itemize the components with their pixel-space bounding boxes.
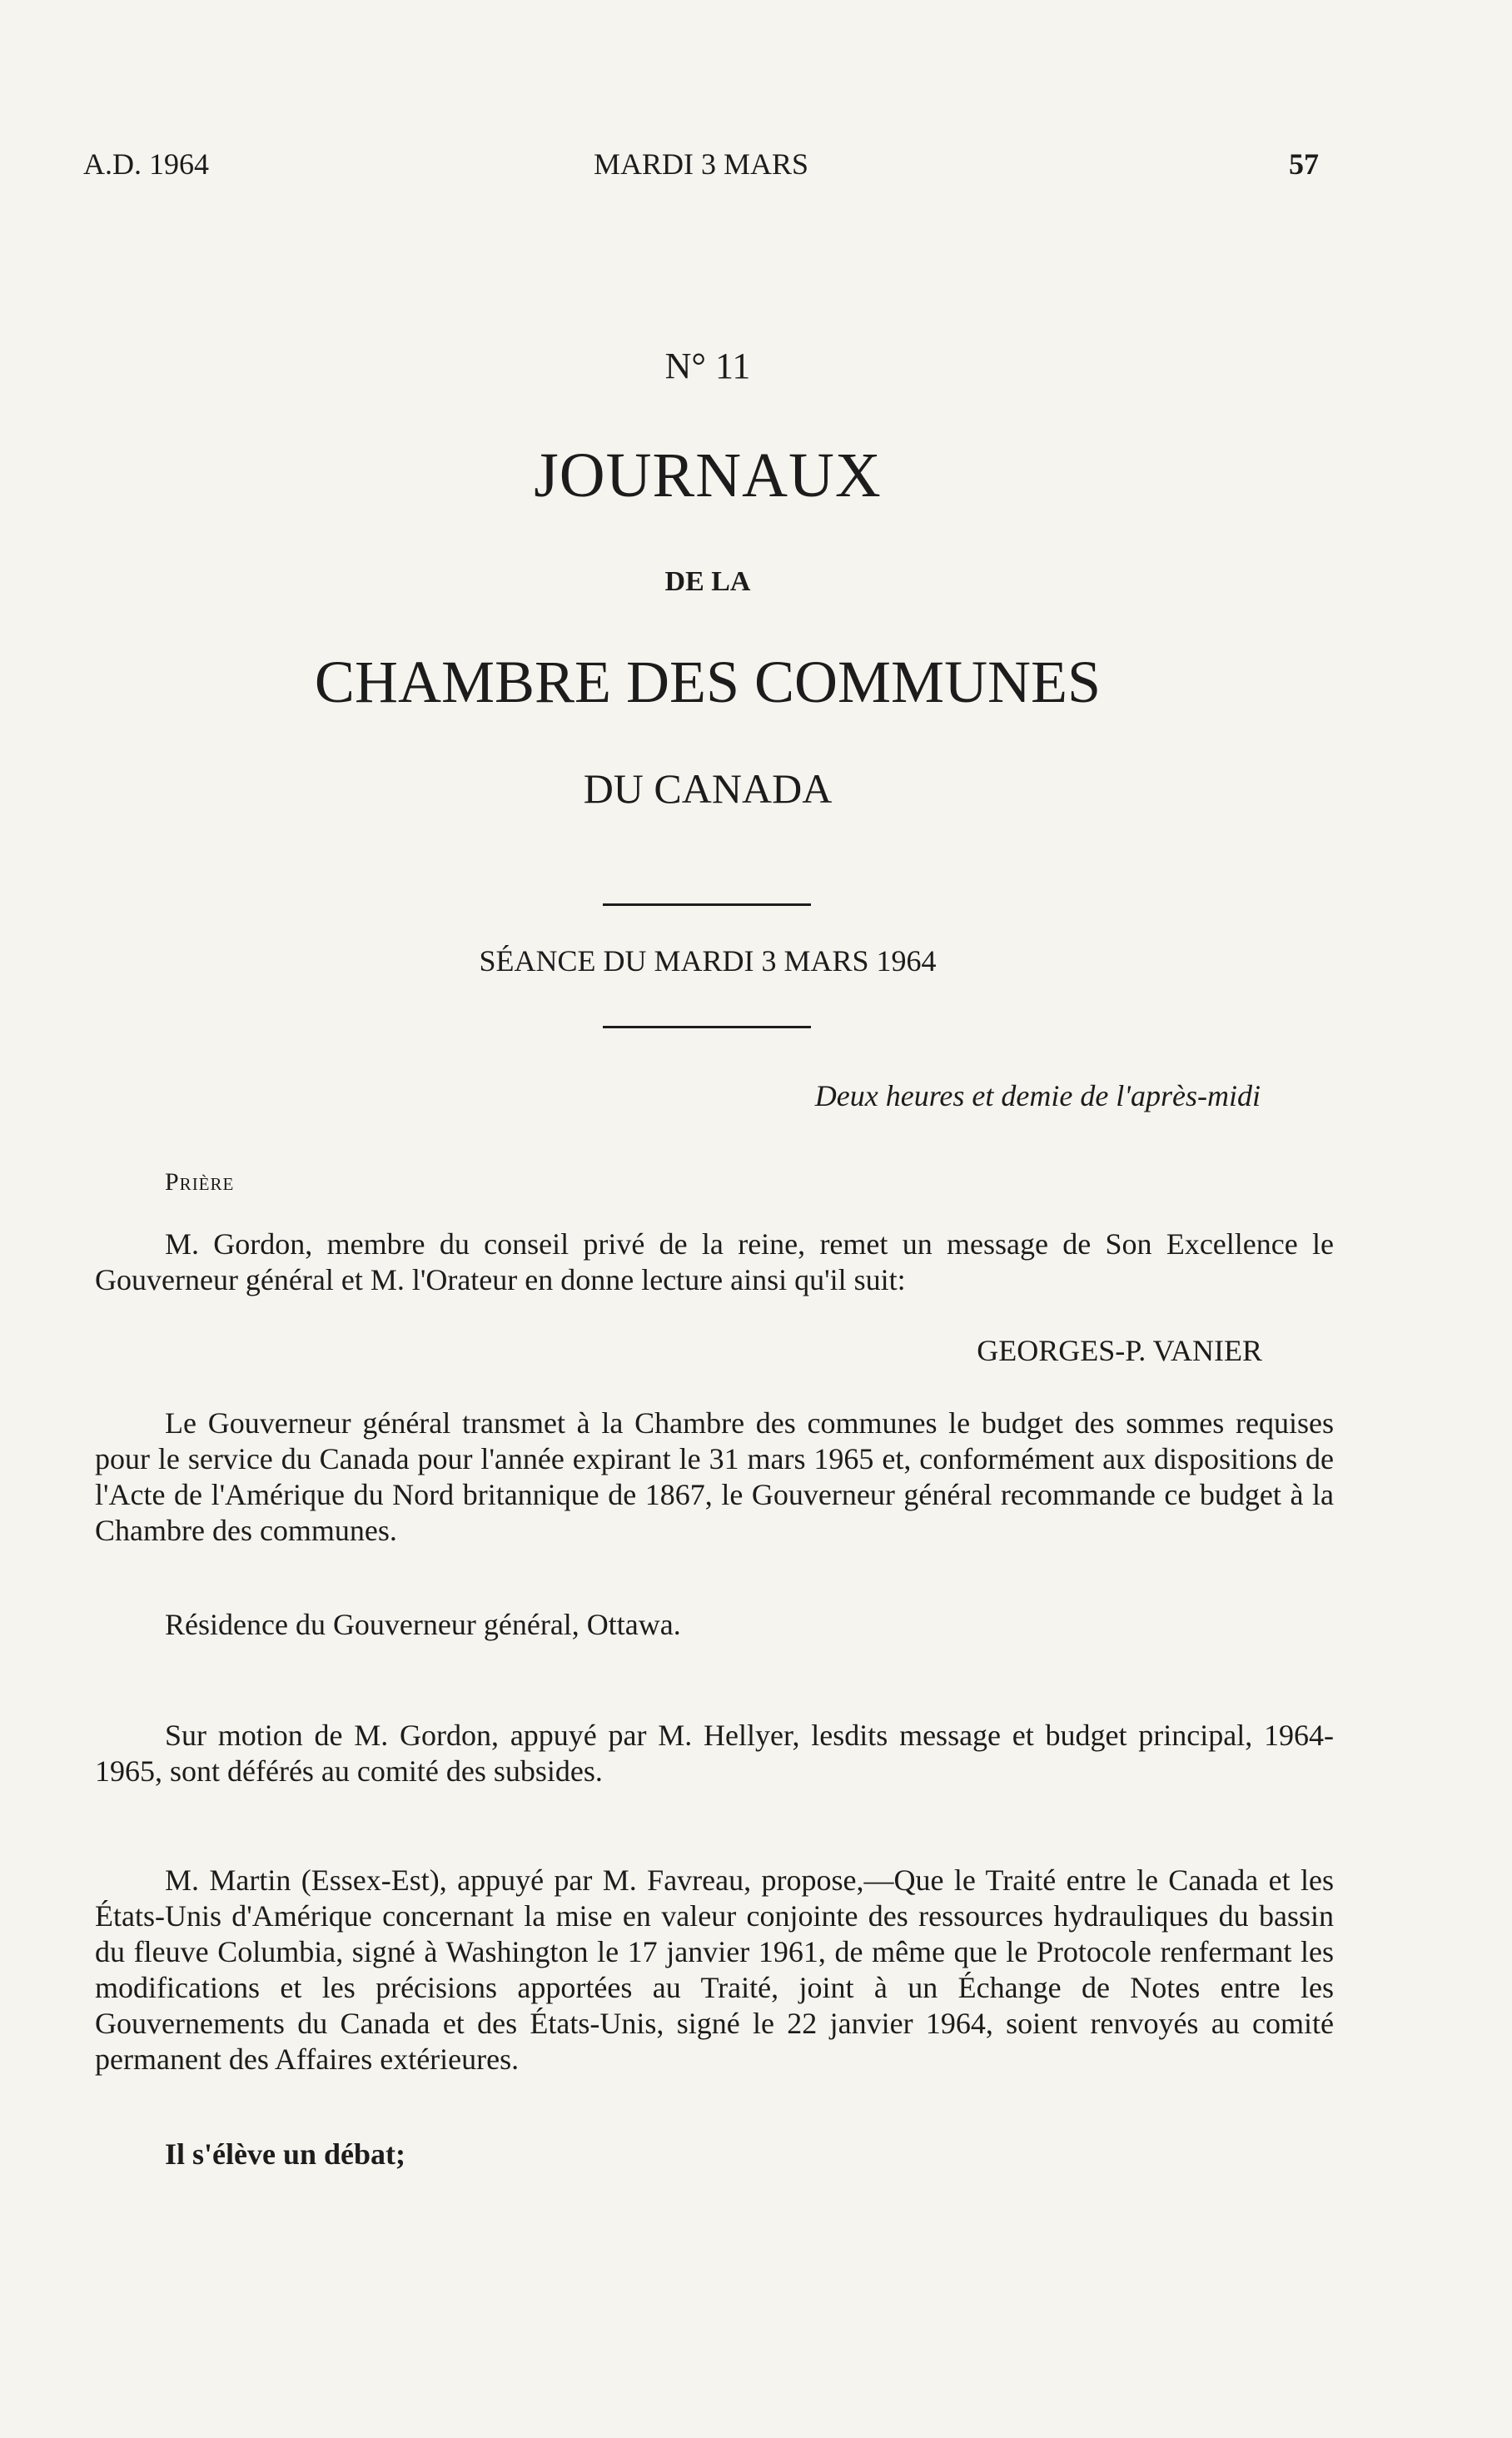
paragraph-motion-martin: M. Martin (Essex-Est), appuyé par M. Favreau, propose,—Que le Traité entre le Canada et les États-Unis d'Amérique concernant la mise en valeur conjointe des ressources hydrauliques du bassin du fleuve Columbia, signé à Washington le 17 janvier 1961, de même que le Protocole renfermant les modifications et les précisions apportées au Traité, joint à un Échange de Notes entre les Gouvernements du Canada et des États-Unis, signé le 22 janvier 1964, soient renvoyés au comité permanent des Affaires extérieures. xyxy=(95,1863,1334,2076)
running-header xyxy=(83,147,1319,188)
header-year: A.D. 1964 xyxy=(83,147,209,181)
house-name: CHAMBRE DES COMMUNES xyxy=(314,649,1102,715)
divider-bottom xyxy=(603,1026,811,1028)
paragraph-message-intro: M. Gordon, membre du conseil privé de la reine, remet un message de Son Excellence le Gouverneur général et M. l'Orateur en donne lecture ainsi qu'il suit: xyxy=(95,1227,1334,1296)
divider-top xyxy=(603,903,811,906)
session-time: Deux heures et demie de l'après-midi xyxy=(814,1079,1261,1112)
paragraph-budget-message: Le Gouverneur général transmet à la Chambre des communes le budget des sommes requises pour le service du Canada pour l'année expirant le 31 mars 1965 et, conformément aux dispositions de l'Acte de l'Amérique du Nord britannique de 1867, le Gouverneur général recommande ce budget à la Chambre des communes. xyxy=(95,1406,1334,1547)
issue-number: N° 11 xyxy=(664,346,751,386)
page-number: 57 xyxy=(1289,147,1319,181)
signature: GEORGES-P. VANIER xyxy=(977,1334,1262,1367)
title-de-la: DE LA xyxy=(664,566,751,597)
paragraph-debate: Il s'élève un débat; xyxy=(165,2137,406,2171)
header-date: MARDI 3 MARS xyxy=(593,147,809,181)
page-title: JOURNAUX xyxy=(534,440,882,510)
session-heading: SÉANCE DU MARDI 3 MARS 1964 xyxy=(479,944,937,978)
paragraph-residence: Résidence du Gouverneur général, Ottawa. xyxy=(165,1608,681,1641)
section-heading-priere: Prière xyxy=(165,1168,235,1196)
country-name: DU CANADA xyxy=(583,765,833,812)
paragraph-motion-gordon: Sur motion de M. Gordon, appuyé par M. Hellyer, lesdits message et budget principal, 1964-1965, sont déférés au comité des subsides. xyxy=(95,1719,1334,1788)
